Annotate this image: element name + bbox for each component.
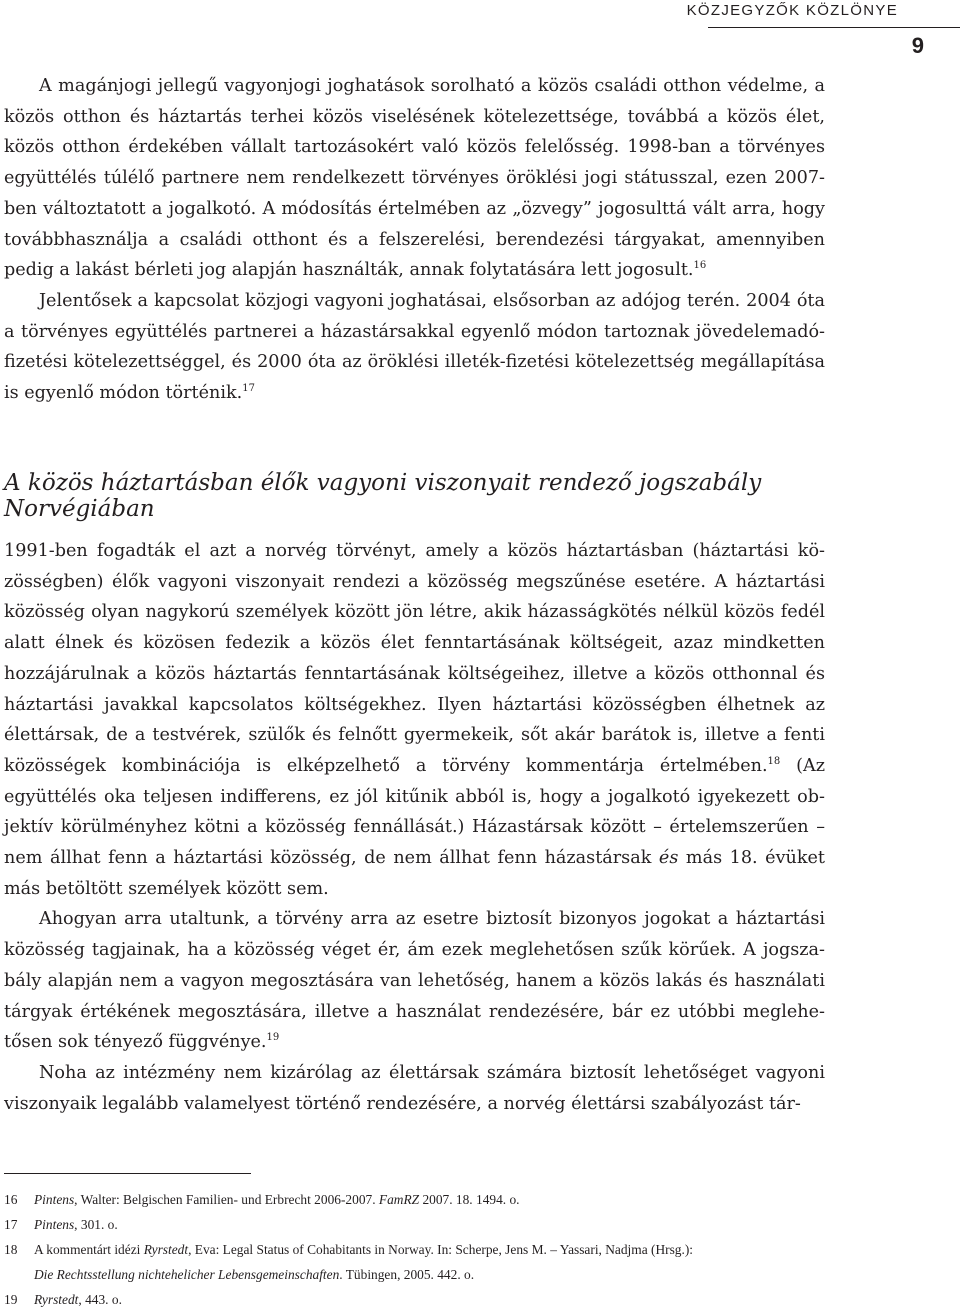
footnote-text: A kommentárt idézi xyxy=(34,1242,144,1257)
footnote-text: , 301. o. xyxy=(74,1217,118,1232)
paragraph-text: A magánjogi jellegű vagyonjogi joghatások sorolható a közös családi otthon védelme, a közös otthon és háztartás terhei közös viselésének kötelezettsége, továbbá a közös élet, közös otthon érdekében vállalt tartozásokért való közös felelősség. 1998-ban a törvényes együttélés túlélő partnere nem rendelkezett törvényes öröklési jogi státusszal, ezen 2007-ben változtatott a jogalkotó. A módosítás értelmében az „özvegy” jogosulttá vált arra, hogy továbbhasználja a családi otthont és a felszerelési, berendezési tárgyakat, amennyiben pedig a lakást bérleti jog alapján használták, annak folytatására lett jogosult. xyxy=(4,76,825,281)
footnote-number: 19 xyxy=(4,1292,18,1307)
footnote-text: , Eva: Legal Status of Cohabitants in Norway. In: Scherpe, Jens M. – Yassari, Nadjma (Hrsg.): xyxy=(188,1242,694,1257)
footnote-ref-17: 17 xyxy=(242,383,255,395)
author-name: Pintens xyxy=(34,1217,75,1232)
body-text-upper xyxy=(4,71,825,409)
paragraph xyxy=(4,904,825,1058)
body-text-lower xyxy=(4,536,825,1119)
footnote-text: . Tübingen, 2005. 442. o. xyxy=(339,1267,475,1282)
paragraph-text: Ahogyan arra utaltunk, a törvény arra az esetre biztosít bizonyos jogokat a háztartási közösség tagjainak, ha a közösség véget ér, ám ezek meglehetősen szűk körűek. A jogszabály alapján nem a vagyon megosztására van lehetőség, hanem a közös lakás és használati tárgyak értékének megosztására, illetve a használat rendezésére, bár ez utóbbi meglehetősen sok tényező függvénye. xyxy=(4,909,825,1053)
author-name: Ryrstedt xyxy=(34,1292,79,1307)
journal-title: KÖZJEGYZŐK KÖZLÖNYE xyxy=(686,2,898,19)
header-rule xyxy=(708,27,960,28)
footnote-text: , 443. o. xyxy=(78,1292,122,1307)
paragraph xyxy=(4,1058,825,1119)
paragraph xyxy=(4,536,825,904)
paragraph-text: 1991-ben fogadták el azt a norvég törvényt, amely a közös háztartásban (háztartási közösségben) élők vagyoni viszonyait rendezi a közösség megszűnése esetére. A háztartási közösség olyan nagykorú személyek között jön létre, akik házasságkötés nélkül közös fedél alatt élnek és közösen fedezik a közös élet fenntartásának költségeit, azaz mindketten hozzájárulnak a közös háztartás fenntartásának költségeihez, illetve a közös otthonnal és háztartási javakkal kapcsolatos költségekhez. Ilyen háztartási közösségben élhetnek az élettársak, de a testvérek, szülők és felnőtt gyermekeik, sőt akár barátok is, illetve a fenti közösségek kombinációja is elképzelhető a törvény kommentárja értelmében. xyxy=(4,541,825,776)
footnote xyxy=(4,1212,904,1237)
footnote-rule xyxy=(4,1173,251,1174)
footnote-ref-16: 16 xyxy=(693,260,707,272)
author-name: Ryrstedt xyxy=(143,1242,189,1257)
paragraph-text: Jelentősek a kapcsolat közjogi vagyoni joghatásai, elsősorban az adójog terén. 2004 óta a törvényes együttélés partnerei a házastársakkal egyenlő módon tartoznak jövedelemadó-fizetési kötelezettséggel, és 2000 óta az öröklési illeték-fizetési kötelezettség megállapítása is egyenlő módon történik. xyxy=(4,290,825,404)
footnote xyxy=(4,1187,904,1212)
footnote xyxy=(4,1287,904,1312)
footnote xyxy=(4,1237,904,1287)
page-number: 9 xyxy=(911,33,924,58)
journal-name: FamRZ xyxy=(378,1192,420,1207)
footnote-ref-19: 19 xyxy=(266,1032,280,1044)
book-title: Die Rechtsstellung nichtehelicher Lebensgemeinschaften xyxy=(34,1267,340,1282)
paragraph-text: Noha az intézmény nem kizárólag az élettársak számára biztosít lehetőséget vagyoni viszonyaik legalább valamelyest történő rendezésére, a norvég élettársi szabályozást tár- xyxy=(4,1062,825,1114)
footnote-ref-18: 18 xyxy=(767,755,781,767)
paragraph-text: (Az együttélés oka teljesen indifferens, ez jól kitűnik abból is, hogy a jogalkotó igyekezett objektív körülményhez kötni a közösség fennállását.) Házastársak között – értelemszerűen – nem állhat fenn a háztartási közösség, de nem állhat fenn házastársak xyxy=(4,755,825,869)
footnote-number: 17 xyxy=(4,1217,18,1232)
footnote-number: 16 xyxy=(4,1192,18,1207)
paragraph-text: más 18. évüket más betöltött személyek között sem. xyxy=(4,848,825,899)
author-name: Pintens xyxy=(34,1192,75,1207)
section-heading: A közös háztartásban élők vagyoni viszonyait rendező jogszabály Norvégiában xyxy=(4,470,762,522)
footnote-text: , Walter: Belgischen Familien- und Erbrecht 2006-2007. xyxy=(74,1192,379,1207)
footnote-text: 2007. 18. 1494. o. xyxy=(419,1192,520,1207)
paragraph xyxy=(4,71,825,286)
emphasis: és xyxy=(658,848,679,869)
footnotes xyxy=(4,1187,904,1312)
paragraph xyxy=(4,286,825,409)
footnote-number: 18 xyxy=(4,1242,18,1257)
